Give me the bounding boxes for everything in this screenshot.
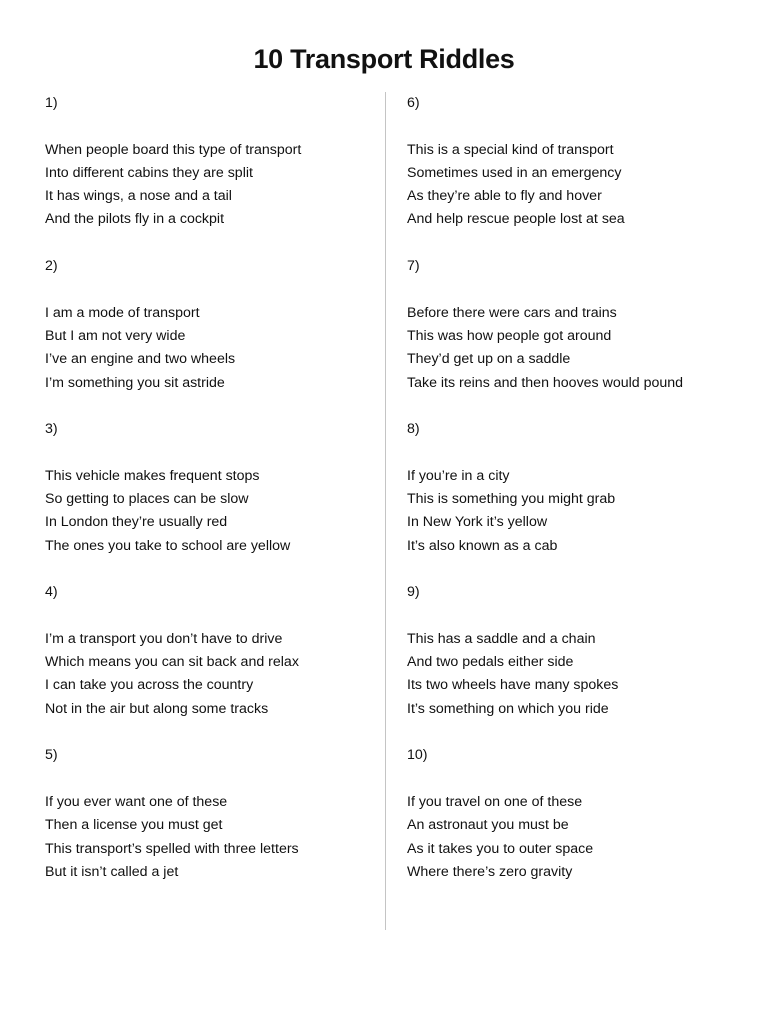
riddle-number: 4)	[45, 584, 58, 601]
riddle-line: Not in the air but along some tracks	[45, 700, 269, 717]
riddle-line: If you’re in a city	[407, 467, 510, 484]
riddle-line: An astronaut you must be	[407, 817, 569, 834]
riddle-line: And two pedals either side	[407, 654, 574, 671]
riddle-9	[407, 581, 747, 721]
riddle-line: In New York it’s yellow	[407, 514, 548, 531]
riddle-number: 3)	[45, 421, 58, 438]
riddle-line: So getting to places can be slow	[45, 491, 249, 508]
riddle-line: This was how people got around	[407, 327, 612, 344]
riddle-2	[45, 255, 375, 395]
riddle-line: I’m a transport you don’t have to drive	[45, 630, 283, 647]
riddle-line: In London they’re usually red	[45, 514, 228, 531]
right-column	[407, 92, 747, 884]
riddle-line: It’s also known as a cab	[407, 537, 558, 554]
riddle-line: Its two wheels have many spokes	[407, 677, 619, 694]
riddle-line: They’d get up on a saddle	[407, 351, 571, 368]
riddle-line: I am a mode of transport	[45, 304, 200, 321]
riddle-number: 2)	[45, 258, 58, 275]
riddle-number: 8)	[407, 421, 420, 438]
riddle-number: 5)	[45, 747, 58, 764]
left-column	[45, 92, 375, 884]
riddle-6	[407, 92, 747, 232]
riddle-line: This vehicle makes frequent stops	[45, 467, 260, 484]
riddle-5	[45, 744, 375, 884]
riddle-line: But I am not very wide	[45, 327, 186, 344]
riddle-line: The ones you take to school are yellow	[45, 537, 291, 554]
riddle-line: Before there were cars and trains	[407, 304, 617, 321]
riddle-line: This is a special kind of transport	[407, 141, 614, 158]
riddle-line: And the pilots fly in a cockpit	[45, 211, 225, 228]
riddle-line: Sometimes used in an emergency	[407, 164, 622, 181]
column-divider	[385, 92, 386, 930]
riddle-line: Which means you can sit back and relax	[45, 654, 299, 671]
riddle-8	[407, 418, 747, 558]
riddle-line: This transport’s spelled with three letters	[45, 840, 299, 857]
riddle-number: 6)	[407, 95, 420, 111]
riddle-line: I can take you across the country	[45, 677, 254, 694]
riddle-line: Take its reins and then hooves would pound	[407, 374, 684, 391]
riddle-line: This has a saddle and a chain	[407, 630, 596, 647]
riddle-line: Then a license you must get	[45, 817, 223, 834]
page-title: 10 Transport Riddles	[253, 44, 515, 74]
riddle-7	[407, 255, 747, 395]
riddle-1	[45, 92, 375, 232]
riddle-line: It’s something on which you ride	[407, 700, 609, 717]
riddle-line: Into different cabins they are split	[45, 164, 253, 181]
riddle-number: 7)	[407, 258, 420, 275]
riddle-line: If you travel on one of these	[407, 793, 583, 810]
riddle-number: 9)	[407, 584, 420, 601]
riddle-3	[45, 418, 375, 558]
riddle-line: If you ever want one of these	[45, 793, 228, 810]
riddle-number: 1)	[45, 95, 58, 111]
riddle-line: When people board this type of transport	[45, 141, 302, 158]
riddle-line: But it isn’t called a jet	[45, 863, 179, 880]
riddle-line: I’ve an engine and two wheels	[45, 351, 236, 368]
riddle-number: 10)	[407, 747, 428, 764]
riddle-line: This is something you might grab	[407, 491, 616, 508]
riddle-line: And help rescue people lost at sea	[407, 211, 625, 228]
riddle-line: It has wings, a nose and a tail	[45, 188, 232, 205]
riddle-line: As it takes you to outer space	[407, 840, 594, 857]
riddle-line: Where there’s zero gravity	[407, 863, 573, 880]
riddle-10	[407, 744, 747, 884]
riddle-line: As they’re able to fly and hover	[407, 188, 602, 205]
riddle-line: I’m something you sit astride	[45, 374, 225, 391]
riddle-4	[45, 581, 375, 721]
